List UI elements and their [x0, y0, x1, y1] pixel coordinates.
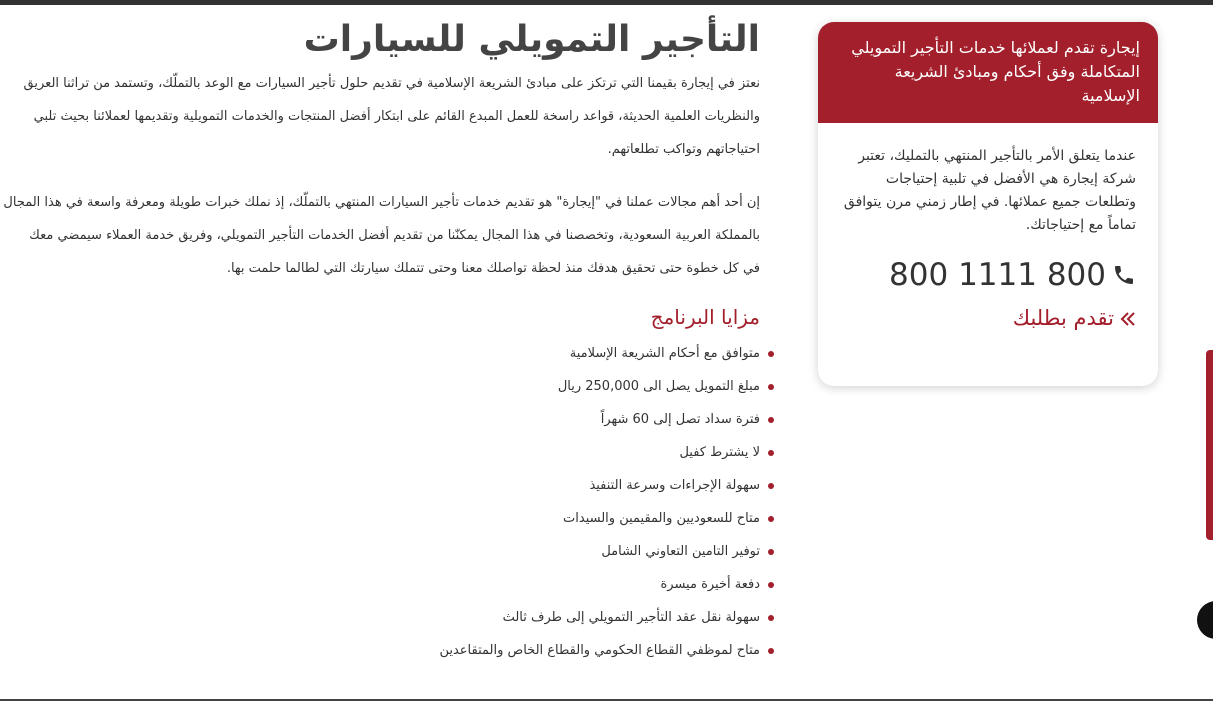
- bullet-icon: [768, 582, 774, 588]
- benefit-item: [0, 370, 760, 403]
- benefit-item: [0, 436, 760, 469]
- benefit-item: [0, 535, 760, 568]
- benefit-text: متاح للسعوديين والمقيمين والسيدات: [563, 511, 760, 527]
- phone-number: 800 1111 800: [889, 256, 1106, 293]
- card-description: عندما يتعلق الأمر بالتأجير المنتهي بالتمليك، تعتبر شركة إيجارة هي الأفضل في تلبية إحتياجات وتطلعات جميع عملائها. في إطار زمني مرن يتوافق تماماً مع إحتياجاتك.: [843, 148, 1136, 233]
- intro-paragraph-line: احتياجاتهم وتواكب تطلعاتهم.: [607, 142, 760, 158]
- intro-paragraph-line: نعتز في إيجارة بقيمنا التي ترتكز على مبادئ الشريعة الإسلامية في تقديم حلول تأجير السيارات مع الوعد بالتملّك، وتستمد من تراثنا العريق: [23, 76, 760, 92]
- benefit-item: [0, 337, 760, 370]
- bullet-icon: [768, 483, 774, 489]
- contact-card: [818, 22, 1158, 386]
- bullet-icon: [768, 549, 774, 555]
- benefit-text: دفعة أخيرة ميسرة: [660, 577, 760, 593]
- benefit-text: سهولة الإجراءات وسرعة التنفيذ: [589, 478, 760, 494]
- card-body: [818, 123, 1158, 330]
- benefit-text: لا يشترط كفيل: [679, 445, 760, 461]
- benefit-text: متوافق مع أحكام الشريعة الإسلامية: [569, 346, 760, 362]
- bullet-icon: [768, 351, 774, 357]
- phone-link[interactable]: [840, 256, 1136, 293]
- bullet-icon: [768, 516, 774, 522]
- bullet-icon: [768, 615, 774, 621]
- apply-label: تقدم بطلبك: [1012, 306, 1114, 330]
- intro-paragraph-line: والنظريات العلمية الحديثة، قواعد راسخة للعمل المبدع القائم على ابتكار أفضل المنتجات والخدمات التمويلية وتقديمها لعملائنا بحيث تلبي: [33, 109, 760, 125]
- benefit-text: سهولة نقل عقد التأجير التمويلي إلى طرف ثالث: [502, 610, 760, 626]
- main-content: [0, 18, 760, 667]
- apply-link[interactable]: [840, 307, 1136, 330]
- bullet-icon: [768, 648, 774, 654]
- experience-paragraph-line: في كل خطوة حتى تحقيق هدفك منذ لحظة تواصلك معنا وحتى تتملك سيارتك التي لطالما حلمت بها.: [226, 261, 760, 277]
- benefit-text: توفير التامين التعاوني الشامل: [601, 544, 760, 560]
- benefit-item: [0, 634, 760, 667]
- benefit-text: فترة سداد تصل إلى 60 شهراً: [600, 412, 760, 428]
- benefit-item: [0, 403, 760, 436]
- double-chevron-left-icon: [1120, 311, 1136, 327]
- experience-paragraph-line: إن أحد أهم مجالات عملنا في "إيجارة" هو تقديم خدمات تأجير السيارات المنتهي بالتملّك، إذ نملك خبرات طويلة ومعرفة واسعة في هذا المجال: [3, 195, 760, 211]
- bullet-icon: [768, 384, 774, 390]
- floating-action-button[interactable]: [1197, 601, 1213, 639]
- top-border: [0, 0, 1213, 5]
- benefits-list: [0, 337, 760, 667]
- benefit-item: [0, 601, 760, 634]
- experience-paragraph: [0, 186, 760, 285]
- benefit-text: مبلغ التمويل يصل الى 250,000 ريال: [557, 379, 760, 395]
- benefit-item: [0, 469, 760, 502]
- benefits-title: مزايا البرنامج: [650, 305, 760, 330]
- card-header: إيجارة تقدم لعملائها خدمات التأجير التمويلي المتكاملة وفق أحكام ومبادئ الشريعة الإسلامية: [818, 22, 1158, 123]
- page-title: التأجير التمويلي للسيارات: [303, 19, 760, 60]
- phone-icon: [1112, 263, 1136, 287]
- benefit-item: [0, 502, 760, 535]
- bullet-icon: [768, 417, 774, 423]
- benefit-text: متاح لموظفي القطاع الحكومي والقطاع الخاص والمتقاعدين: [439, 643, 760, 659]
- side-feedback-tab[interactable]: [1206, 350, 1213, 540]
- benefit-item: [0, 568, 760, 601]
- bullet-icon: [768, 450, 774, 456]
- intro-paragraph: [0, 67, 760, 166]
- experience-paragraph-line: بالمملكة العربية السعودية، وتخصصنا في هذا المجال يمكنّنا من تقديم أفضل الخدمات التأجير التمويلي، وفريق خدمة العملاء سيمضي معك: [29, 228, 760, 244]
